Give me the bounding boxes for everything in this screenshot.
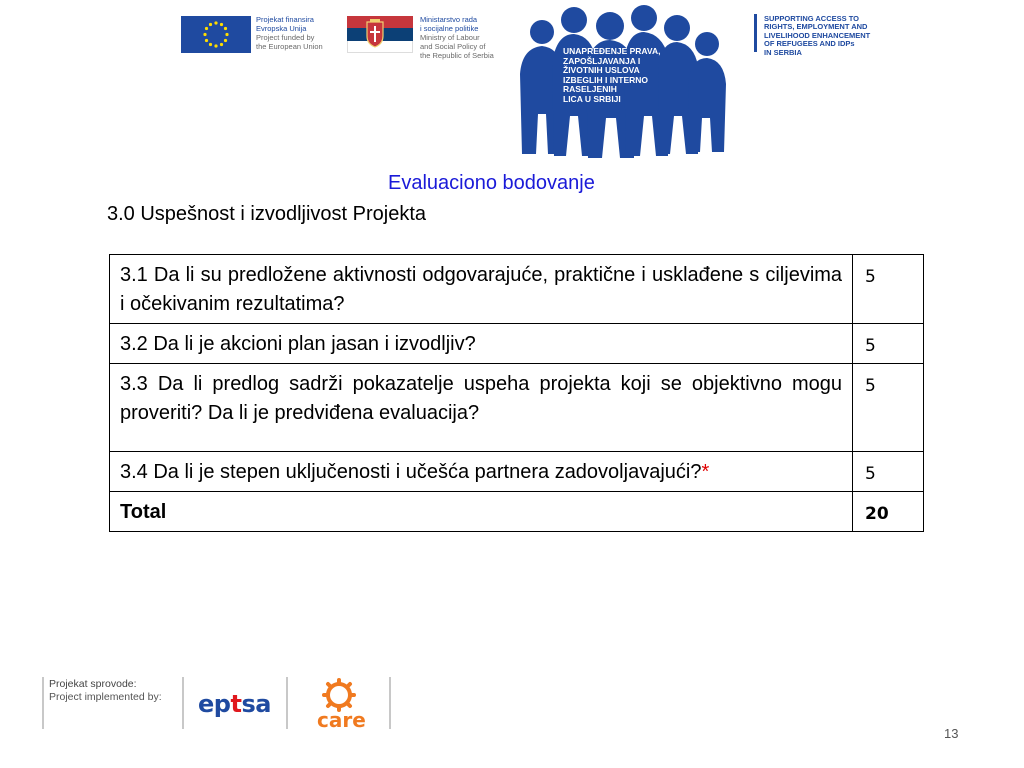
score-cell: 5: [853, 364, 924, 452]
eptisa-logo: [198, 690, 271, 718]
required-asterisk: *: [701, 461, 710, 483]
footer-divider: [42, 677, 44, 729]
implemented-line1: Projekat sprovode:: [49, 678, 137, 690]
people-logo-line5: RASELJENIH: [563, 84, 617, 95]
criterion-cell: 3.1 Da li su predložene aktivnosti odgovarajuće, praktične i usklađene s ciljevima i očekivanim rezultatima?: [110, 255, 853, 324]
project-title-line5: IN SERBIA: [764, 47, 802, 57]
eptisa-logo-part2: t: [230, 690, 242, 718]
ministry-text-line2: i socijalne politike: [420, 24, 479, 33]
criterion-cell: 3.2 Da li je akcioni plan jasan i izvodljiv?: [110, 324, 853, 364]
footer-divider: [182, 677, 184, 729]
project-title-line3: LIVELIHOOD ENHANCEMENT: [764, 30, 871, 40]
project-title-line2: RIGHTS, EMPLOYMENT AND: [764, 22, 868, 32]
footer-divider: [286, 677, 288, 729]
footer-divider: [389, 677, 391, 729]
score-cell: 5: [853, 452, 924, 492]
page-number: 13: [944, 726, 959, 741]
eu-funding-text: [256, 15, 323, 51]
section-heading: 3.0 Uspešnost i izvodljivost Projekta: [107, 203, 427, 225]
people-logo-line1: UNAPREĐENJE PRAVA,: [563, 46, 661, 56]
table-row: [110, 364, 924, 452]
total-label: Total: [110, 492, 853, 532]
ministry-text-line4: and Social Policy of: [420, 42, 486, 51]
table-total-row: [110, 492, 924, 532]
ministry-text-line1: Ministarstvo rada: [420, 15, 478, 24]
implemented-by-text: [49, 678, 162, 704]
ministry-text: [420, 15, 494, 60]
people-logo-line4: IZBEGLIH I INTERNO: [563, 74, 648, 85]
project-title-line1: SUPPORTING ACCESS TO: [764, 14, 860, 23]
project-title-divider: [754, 14, 757, 52]
people-logo-line2: ZAPOŠLJAVANJA I: [563, 55, 641, 66]
score-cell: 5: [853, 255, 924, 324]
slide-title: Evaluaciono bodovanje: [388, 172, 595, 194]
people-logo-line3: ŽIVOTNIH USLOVA: [563, 65, 640, 76]
eu-text-line4: the European Union: [256, 42, 323, 51]
implemented-line2: Project implemented by:: [49, 691, 162, 703]
project-title-line4: OF REFUGEES AND IDPs: [764, 39, 855, 49]
eu-flag-logo: [181, 16, 251, 53]
ministry-text-line3: Ministry of Labour: [420, 33, 480, 42]
eu-text-line2: Evropska Unija: [256, 24, 307, 33]
eptisa-logo-part3: sa: [241, 690, 271, 718]
ministry-text-line5: the Republic of Serbia: [420, 51, 494, 60]
criterion-text: 3.4 Da li je stepen uključenosti i učešća partnera zadovoljavajući?: [120, 461, 702, 483]
criterion-cell: [110, 452, 853, 492]
eu-text-line3: Project funded by: [256, 33, 315, 42]
people-logo-line6: LICA U SRBIJI: [563, 93, 621, 104]
project-title-text: [764, 15, 870, 57]
scoring-table: [109, 254, 924, 532]
criterion-cell: 3.3 Da li predlog sadrži pokazatelje uspeha projekta koji se objektivno mogu proveriti? Da li je predviđena evaluacija?: [110, 364, 853, 452]
table-row: [110, 255, 924, 324]
total-value: 20: [853, 492, 924, 532]
score-cell: 5: [853, 324, 924, 364]
care-logo-text: care: [317, 708, 366, 732]
table-row: [110, 452, 924, 492]
people-logo-text: [563, 47, 693, 105]
table-row: [110, 324, 924, 364]
eptisa-logo-part1: ep: [198, 690, 231, 718]
serbia-crest-icon: [364, 18, 386, 48]
eu-text-line1: Projekat finansira: [256, 15, 314, 24]
